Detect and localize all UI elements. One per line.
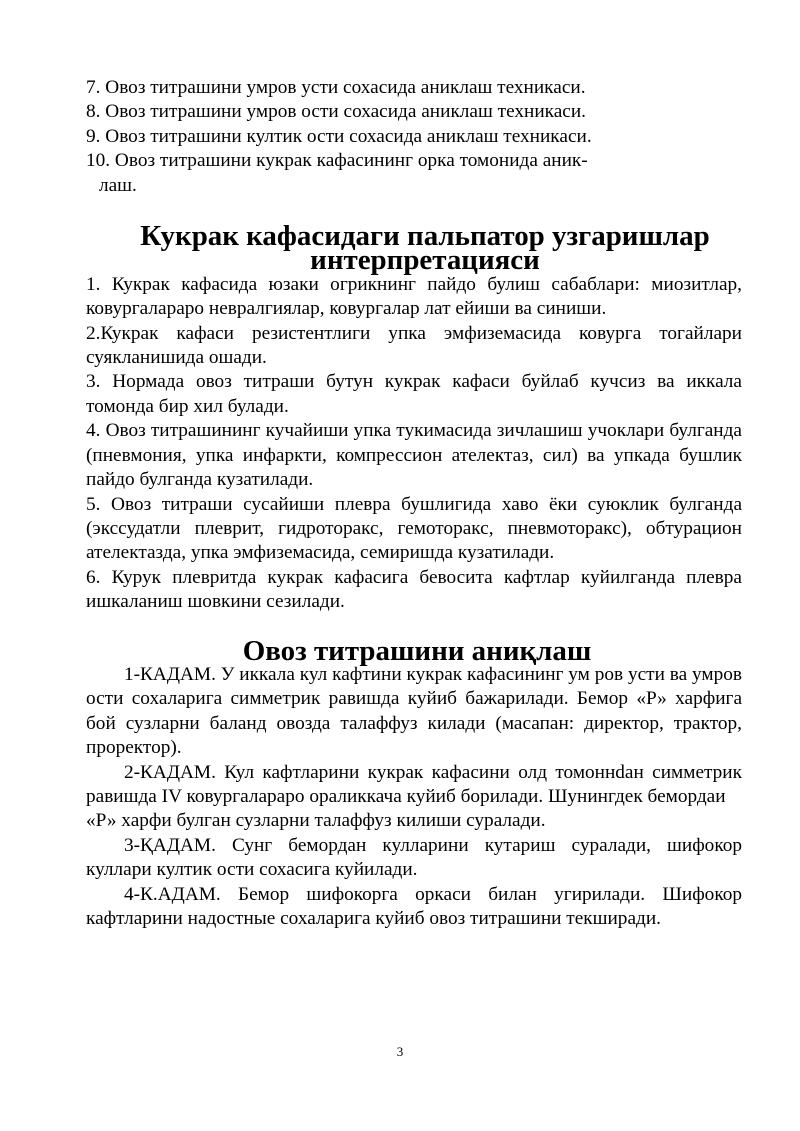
section-heading-determination: Овоз титрашини аниқлаш (242, 634, 592, 667)
step-paragraph: 4-К.АДАМ. Бемор шифокорга оркаси билан угирилади. Шифокор кафтларини надостные сохаларига куйиб овоз титрашини текширади. (86, 883, 742, 929)
step-paragraph: 2-КАДАМ. Кул кафтларини кукрак кафасини олд томоннdан симметрик равишда IV ковургалараро ораликкача куйиб борилади. Шунингдек бемордаи (86, 761, 742, 807)
step-paragraph-continuation: «Р» харфи булган сузларни талаффуз килиши суралади. (86, 810, 546, 832)
list-item: 8. Овоз титрашини умров ости сохасида аниклаш техникаси. (86, 101, 586, 123)
interpretation-item: 4. Овоз титрашининг кучайиши упка тукимасида зичлашиш учоклари булганда (пневмония, упка инфаркти, компрессион ателектаз, сил) ва упкада бушлик пайдо булганда кузатилади. (86, 420, 742, 491)
interpretation-item: 6. Курук плевритда кукрак кафасига бевосита кафтлар куйилганда плевра ишкаланиш шовкини сезилади. (86, 566, 742, 613)
step-paragraph: 1-КАДАМ. У иккала кул кафтини кукрак кафасининг ум ров усти ва умров ости сохаларига симметрик равишда куйиб бажарилади. Бемор «Р» харфига бой сузларни баланд овозда талаффуз килади (масапан: директор, трактор, проректор). (86, 663, 742, 759)
interpretation-item: 3. Нормада овоз титраши бутун кукрак кафаси буйлаб кучсиз ва иккала томонда бир хил булади. (86, 371, 742, 417)
page-number: 3 (396, 1044, 404, 1059)
list-item: 10. Овоз титрашини кукрак кафасининг орка томонида аник- (86, 150, 588, 172)
document-page (86, 76, 742, 931)
list-item: 9. Овоз титрашини култик ости сохасида аниклаш техникаси. (86, 125, 592, 147)
list-item: 7. Овоз титрашини умров усти сохасида аниклаш техникаси. (86, 77, 586, 98)
interpretation-item: 1. Кукрак кафасида юзаки огрикнинг пайдо булиш сабаблари: миозитлар, ковургалараро невралгиялар, ковургалар лат ейиши ва синиши. (86, 273, 742, 320)
section-heading-interpretation: Кукрак кафасидаги пальпатор узгаришлар интерпретацияси (140, 220, 710, 277)
interpretation-item: 2.Кукрак кафаси резистентлиги упка эмфиземасида ковурга тогайлари суякланишида ошади. (86, 322, 742, 369)
interpretation-item: 5. Овоз титраши сусайиши плевра бушлигида хаво ёки суюклик булганда (экссудатли плеврит, гидроторакс, гемоторакс, пневмоторакс), обтурацион ателектазда, упка эмфиземасида, семиришда кузатилади. (86, 493, 742, 564)
step-paragraph: 3-ҚАДАМ. Сунг бемордан кулларини кутариш суралади, шифокор куллари култик ости сохасига куйилади. (86, 834, 742, 881)
list-item-continuation: лаш. (99, 174, 137, 196)
